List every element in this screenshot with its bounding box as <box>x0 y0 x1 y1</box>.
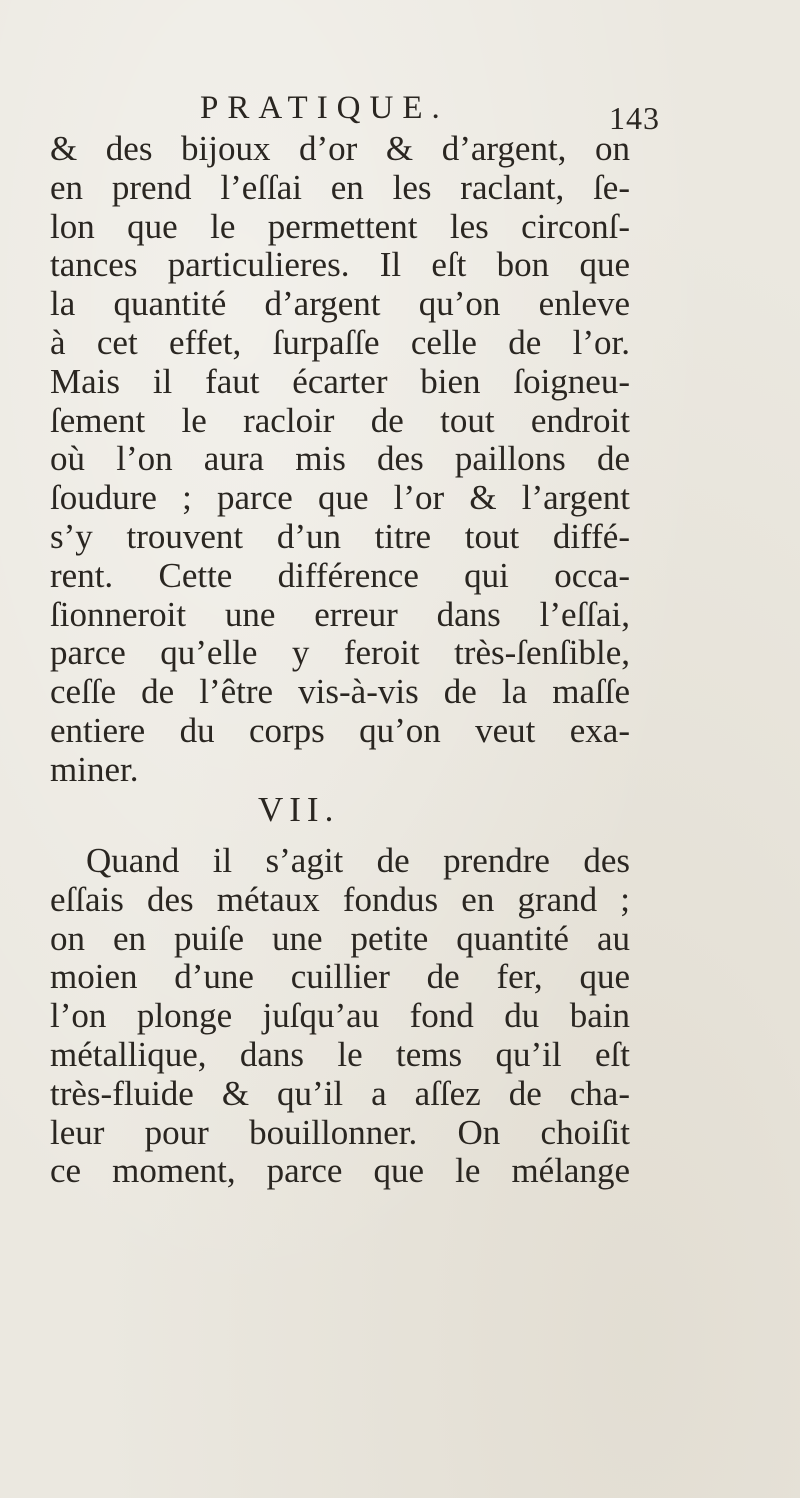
text-line: rent. Cette différence qui occa- <box>50 555 630 595</box>
text-line: où l’on aura mis des paillons de <box>50 439 630 479</box>
text-line: s’y trouvent d’un titre tout diffé- <box>50 516 630 556</box>
text-line: l’on plonge juſqu’au fond du bain <box>50 996 630 1036</box>
section-heading: VII. <box>258 790 340 829</box>
text-line: parce qu’elle y feroit très-ſenſible, <box>50 633 630 673</box>
paragraph-1 <box>50 130 630 790</box>
text-line: ceſſe de l’être vis-à-vis de la maſſe <box>50 672 630 712</box>
text-line: leur pour bouillonner. On choiſit <box>50 1112 630 1152</box>
text-line: & des bijoux d’or & d’argent, on <box>50 129 630 168</box>
text-line: miner. <box>50 749 139 789</box>
text-line: très-fluide & qu’il a aſſez de cha- <box>50 1073 630 1113</box>
text-line: tances particulieres. Il eſt bon que <box>50 245 630 285</box>
text-line: métallique, dans le tems qu’il eſt <box>50 1034 630 1074</box>
text-line: moien d’une cuillier de fer, que <box>50 957 630 997</box>
text-line: eſſais des métaux fondus en grand ; <box>50 879 630 919</box>
text-line: lon que le permettent les circonſ- <box>50 206 630 246</box>
page-number: 143 <box>609 100 660 136</box>
text-line: entiere du corps qu’on veut exa- <box>50 710 630 750</box>
text-line: ce moment, parce que le mélange <box>50 1151 630 1191</box>
text-line: en prend l’eſſai en les raclant, ſe- <box>50 167 630 207</box>
text-line: la quantité d’argent qu’on enleve <box>50 284 630 324</box>
text-line: on en puiſe une petite quantité au <box>50 918 630 958</box>
text-line: ſoudure ; parce que l’or & l’argent <box>50 478 630 518</box>
text-line: Mais il faut écarter bien ſoigneu- <box>50 361 630 401</box>
text-line: ſement le racloir de tout endroit <box>50 400 630 440</box>
text-line: Quand il s’agit de prendre des <box>86 841 630 880</box>
text-line: à cet effet, ſurpaſſe celle de l’or. <box>50 322 630 362</box>
text-line: ſionneroit une erreur dans l’eſſai, <box>50 594 630 634</box>
running-title: PRATIQUE. <box>200 90 449 126</box>
paragraph-2 <box>50 842 630 1191</box>
